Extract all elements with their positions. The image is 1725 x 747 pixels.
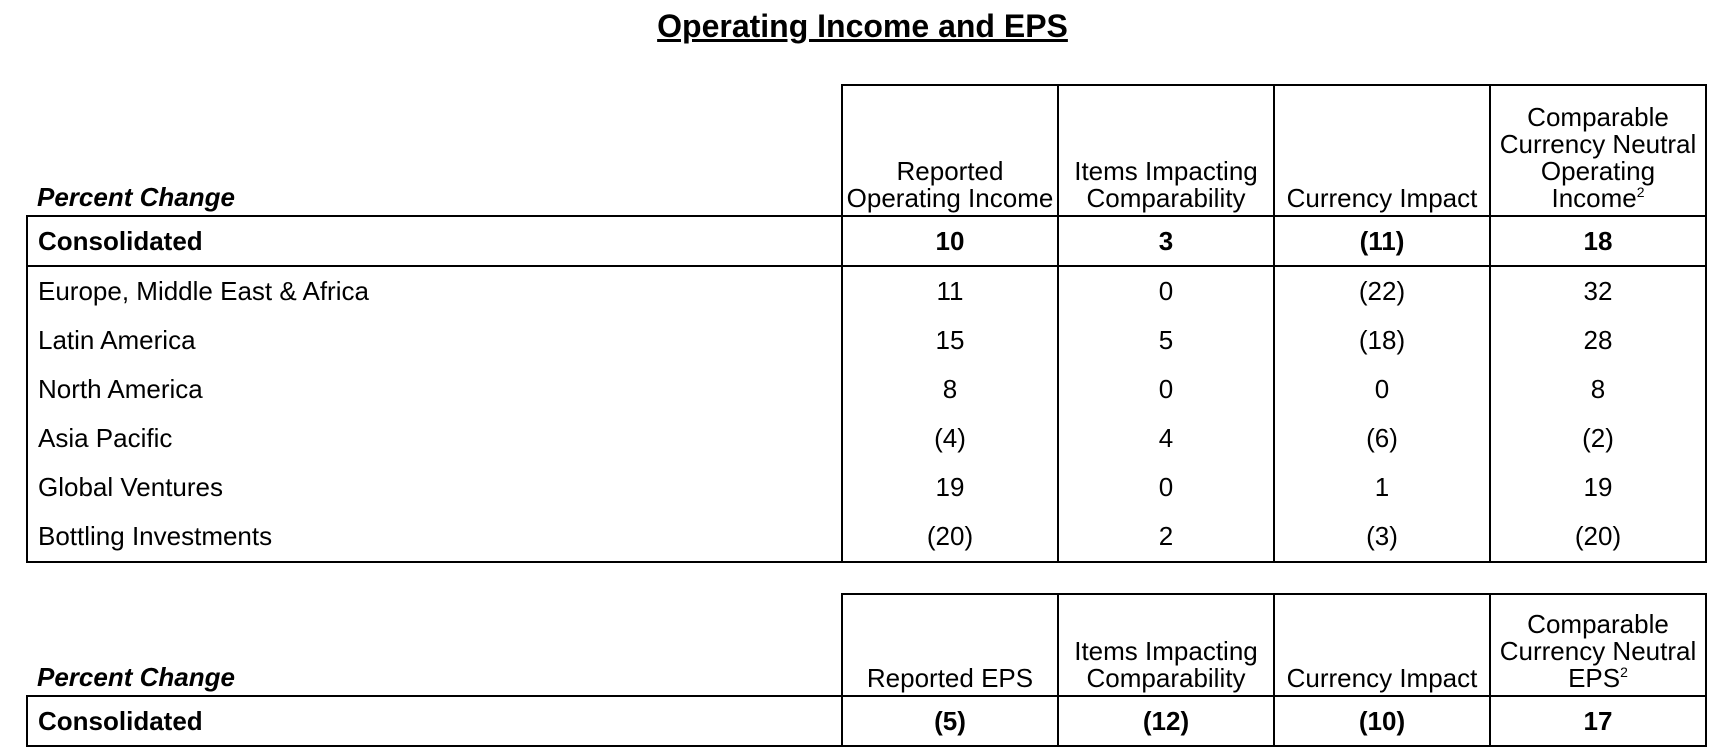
page-title: Operating Income and EPS	[657, 8, 1068, 44]
table-cell: 8	[842, 365, 1058, 414]
table-cell: 0	[1058, 266, 1274, 316]
row-header-label: Percent Change	[37, 662, 235, 692]
row-label: Bottling Investments	[27, 512, 842, 562]
table-cell: 19	[842, 463, 1058, 512]
table-cell: (5)	[842, 696, 1058, 746]
table-header-row	[27, 594, 1706, 696]
table-cell: (10)	[1274, 696, 1490, 746]
table-cell: (2)	[1490, 414, 1706, 463]
table-cell: 18	[1490, 216, 1706, 266]
table-cell: 0	[1058, 365, 1274, 414]
row-label: Consolidated	[27, 216, 842, 266]
table-cell: 10	[842, 216, 1058, 266]
row-label: Asia Pacific	[27, 414, 842, 463]
table-cell: 2	[1058, 512, 1274, 562]
table-cell: 8	[1490, 365, 1706, 414]
table-cell: 1	[1274, 463, 1490, 512]
table-cell: (6)	[1274, 414, 1490, 463]
table-cell: (11)	[1274, 216, 1490, 266]
column-header: Comparable Currency Neutral Operating Income$^2$	[1490, 85, 1706, 216]
column-header: Comparable Currency Neutral EPS$^2$	[1490, 594, 1706, 696]
table-cell: 0	[1274, 365, 1490, 414]
table-cell: 0	[1058, 463, 1274, 512]
table-cell: (20)	[842, 512, 1058, 562]
table-row	[27, 266, 1706, 316]
table-row	[27, 463, 1706, 512]
column-header: Items Impacting Comparability	[1058, 85, 1274, 216]
table-cell: (4)	[842, 414, 1058, 463]
table-cell: (20)	[1490, 512, 1706, 562]
table-row	[27, 365, 1706, 414]
row-label: Latin America	[27, 316, 842, 365]
table-cell: 3	[1058, 216, 1274, 266]
table-cell: 15	[842, 316, 1058, 365]
column-header: Items Impacting Comparability	[1058, 594, 1274, 696]
table-cell: 32	[1490, 266, 1706, 316]
table-cell: 28	[1490, 316, 1706, 365]
table-cell: 17	[1490, 696, 1706, 746]
table-row	[27, 414, 1706, 463]
consolidated-row	[27, 696, 1706, 746]
column-header: Currency Impact	[1274, 85, 1490, 216]
table-cell: (12)	[1058, 696, 1274, 746]
table-header-row	[27, 85, 1706, 216]
eps-table	[26, 593, 1707, 747]
table-cell: 4	[1058, 414, 1274, 463]
table-cell: 11	[842, 266, 1058, 316]
table-cell: (18)	[1274, 316, 1490, 365]
column-header: Reported Operating Income	[842, 85, 1058, 216]
row-label: North America	[27, 365, 842, 414]
row-header-label: Percent Change	[37, 182, 235, 212]
table-row	[27, 512, 1706, 562]
table-cell: 19	[1490, 463, 1706, 512]
table-row	[27, 316, 1706, 365]
table-cell: (3)	[1274, 512, 1490, 562]
row-label: Consolidated	[27, 696, 842, 746]
table-cell: (22)	[1274, 266, 1490, 316]
table-cell: 5	[1058, 316, 1274, 365]
consolidated-row	[27, 216, 1706, 266]
row-label: Europe, Middle East & Africa	[27, 266, 842, 316]
column-header: Currency Impact	[1274, 594, 1490, 696]
operating-income-table	[26, 84, 1707, 563]
row-label: Global Ventures	[27, 463, 842, 512]
column-header: Reported EPS	[842, 594, 1058, 696]
